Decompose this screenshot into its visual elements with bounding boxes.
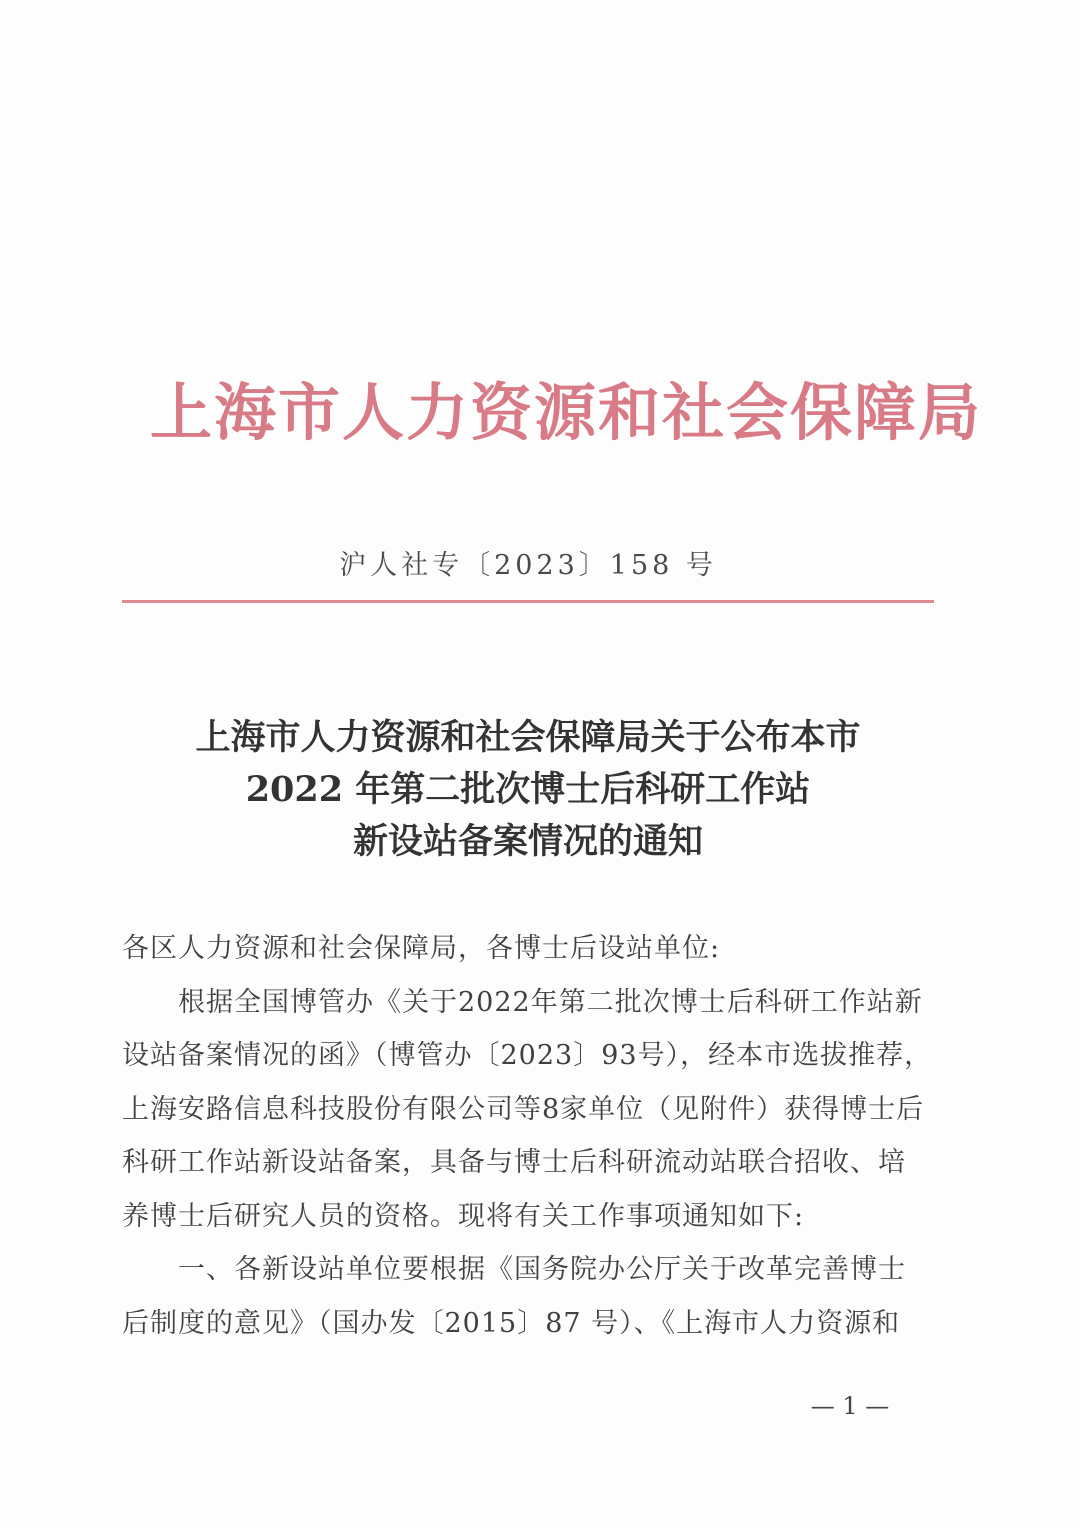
paragraph-1-line: 养博士后研究人员的资格。现将有关工作事项通知如下: [122, 1200, 805, 1232]
issuer-header: 上海市人力资源和社会保障局 [150, 376, 983, 449]
document-body [122, 922, 934, 1350]
paragraph-2-line: 后制度的意见》（国办发〔2015〕87 号）、《上海市人力资源和 [122, 1307, 901, 1339]
title-line-3: 新设站备案情况的通知 [352, 821, 703, 862]
document-title [122, 712, 934, 868]
paragraph-1-line: 根据全国博管办《关于2022年第二批次博士后科研工作站新 [178, 986, 923, 1018]
title-line-2: 2022 年第二批次博士后科研工作站 [245, 769, 811, 810]
salutation: 各区人力资源和社会保障局，各博士后设站单位: [122, 933, 721, 964]
document-number: 沪人社专〔2023〕158 号 [339, 550, 717, 581]
paragraph-2-line: 一、各新设站单位要根据《国务院办公厅关于改革完善博士 [178, 1254, 906, 1285]
red-divider [122, 600, 934, 603]
paragraph-1-line: 上海安路信息科技股份有限公司等8家单位（见附件）获得博士后 [122, 1093, 925, 1125]
page-number: — 1 — [810, 1392, 890, 1420]
title-line-1: 上海市人力资源和社会保障局关于公布本市 [195, 717, 861, 758]
paragraph-1-line: 科研工作站新设站备案，具备与博士后科研流动站联合招收、培 [122, 1147, 906, 1178]
paragraph-1-line: 设站备案情况的函》（博管办〔2023〕93号），经本市选拔推荐， [122, 1040, 933, 1071]
